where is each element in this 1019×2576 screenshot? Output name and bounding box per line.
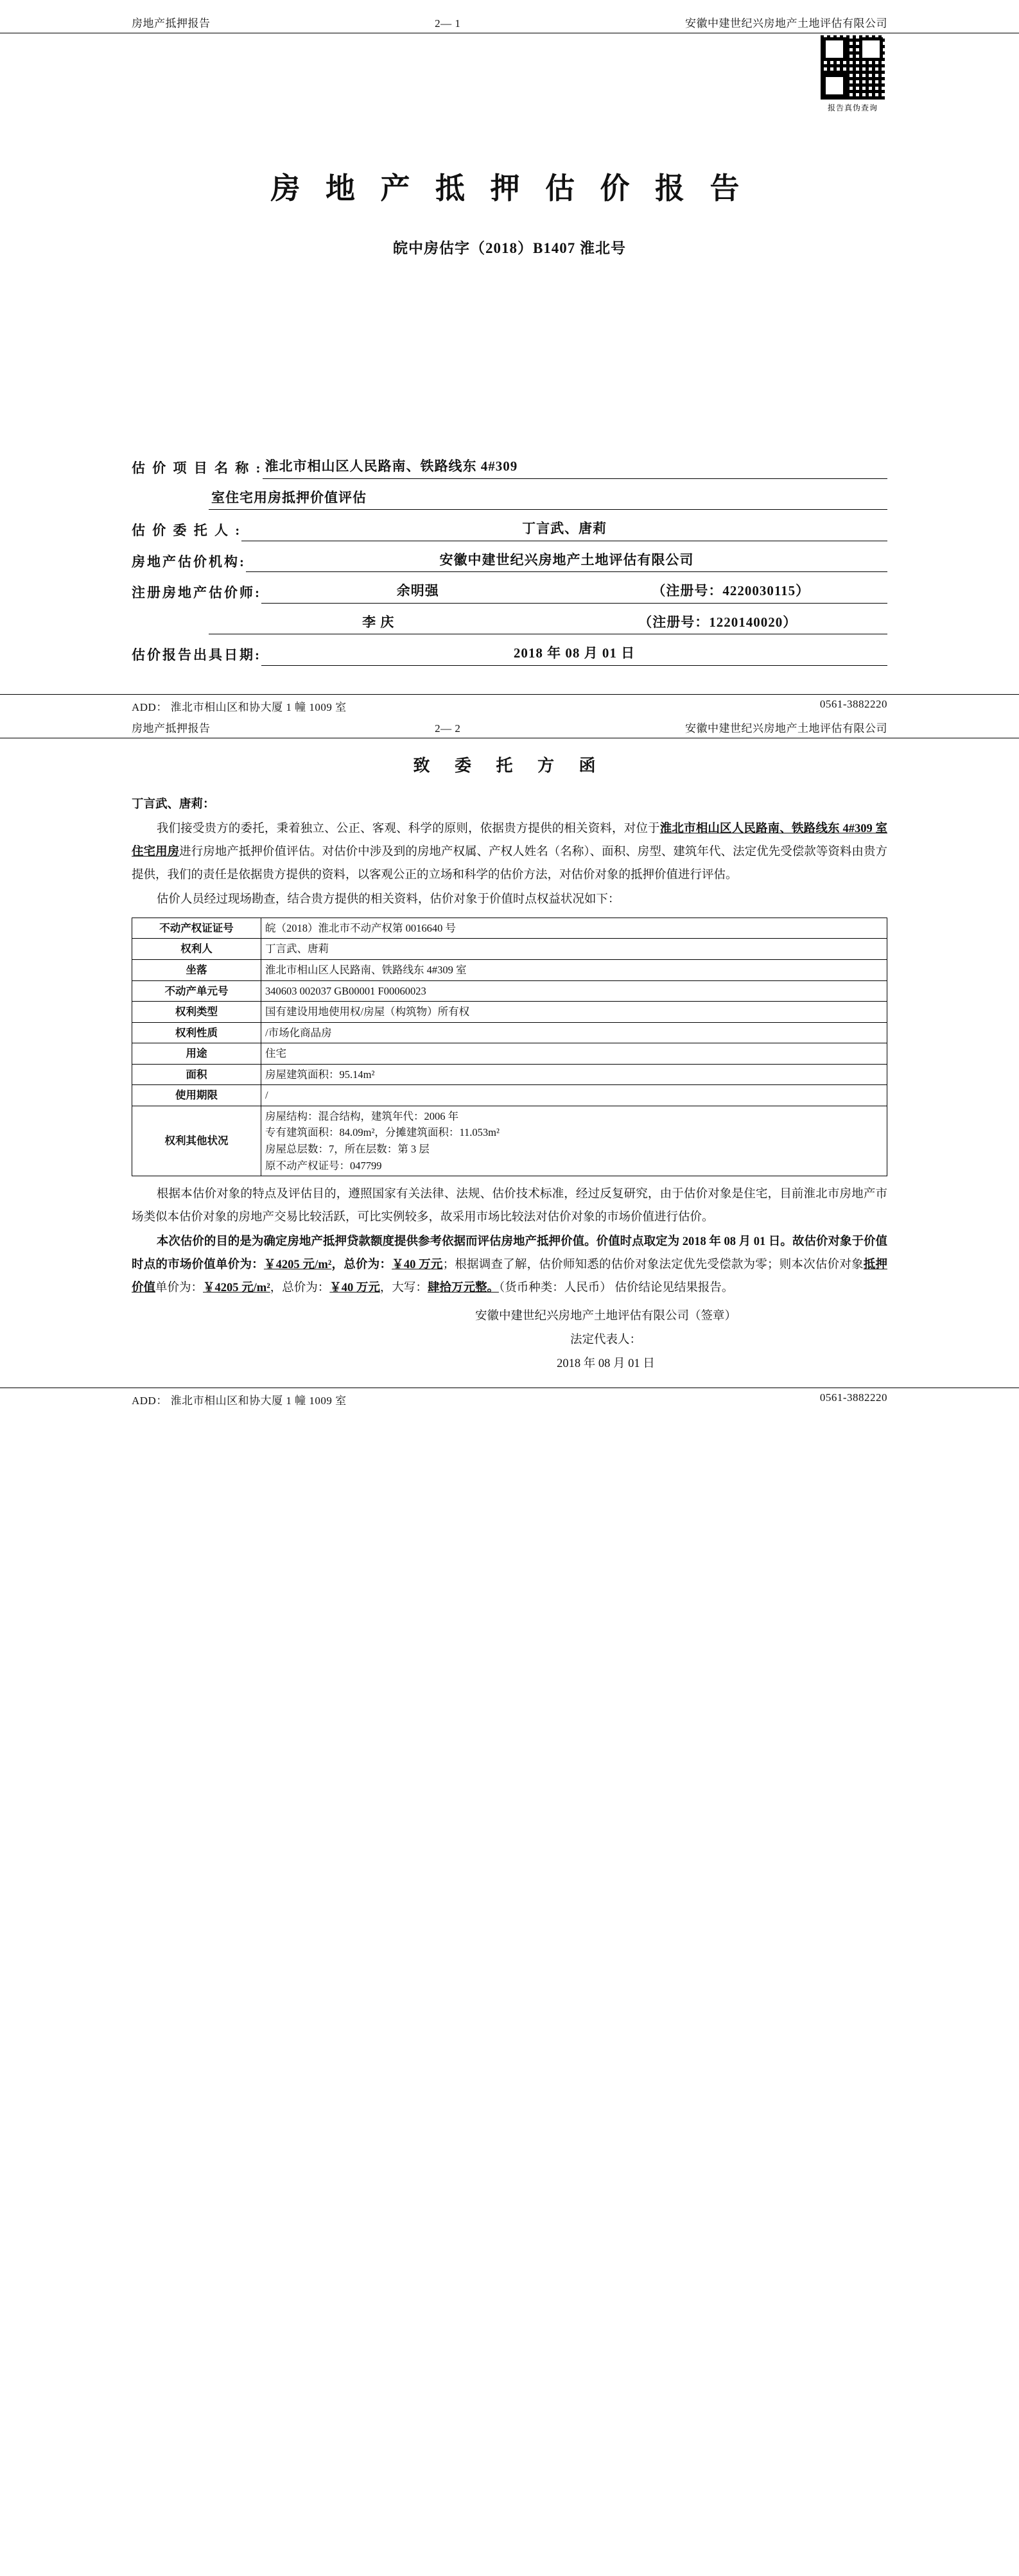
field-project-name <box>132 457 887 479</box>
page-title: 房 地 产 抵 押 估 价 报 告 <box>270 172 749 205</box>
running-header-page2 <box>0 719 1019 738</box>
running-header-page1 <box>0 14 1019 33</box>
running-footer-page2 <box>0 1388 1019 1407</box>
para4-part-c: ；根据调查了解，估价师知悉的估价对象法定优先受偿款为零；则本次估价对象 <box>442 1258 864 1272</box>
field-client-label: 估 价 委 托 人 : <box>132 523 242 538</box>
table-row <box>132 1043 887 1065</box>
row-value: 住宅 <box>261 1043 887 1065</box>
other-status-line-1: 房屋结构：混合结构，建筑年代：2006 年 <box>265 1110 459 1122</box>
table-row <box>132 959 887 980</box>
row-value: 皖（2018）淮北市不动产权第 0016640 号 <box>261 918 887 939</box>
letter-paragraph-4 <box>132 1230 887 1300</box>
running-footer-address: ADD： 淮北市相山区和协大厦 1 幢 1009 室 <box>132 1395 347 1407</box>
cover-fields <box>0 457 1019 666</box>
para4-part-f: ，总价为： <box>270 1282 330 1295</box>
row-key: 不动产权证证号 <box>132 918 261 939</box>
field-project-name-value: 淮北市相山区人民路南、铁路线东 4#309 <box>263 457 888 479</box>
running-header-left: 房地产抵押报告 <box>132 17 211 30</box>
field-issue-date-label: 估价报告出具日期: <box>132 647 261 663</box>
property-info-table <box>132 918 887 1176</box>
signature-legal-rep: 法定代表人： <box>570 1334 641 1347</box>
report-number: 皖中房估字（2018）B1407 淮北号 <box>392 240 627 256</box>
table-row <box>132 939 887 960</box>
para1-part-b: 进行房地产抵押价值评估。对估价中涉及到的房地产权属、产权人姓名（名称）、面积、房型、建筑年代、法定优先受偿款等资料由贵方提供，我们的责任是依据贵方提供的资料，以客观公正的立场和科学的估价方法，对估价对象的抵押价值进行评估。 <box>132 845 887 882</box>
running-footer-page1 <box>0 694 1019 714</box>
row-key: 权利其他状况 <box>132 1106 261 1176</box>
letter-paragraph-3: 根据本估价对象的特点及评估目的，遵照国家有关法律、法规、估价技术标准，经过反复研究，由于估价对象是住宅，目前淮北市房地产市场类似本估价对象的房地产交易比较活跃，可比实例较多，故采用市场比较法对估价对象的市场价值进行估价。 <box>132 1188 887 1224</box>
field-client-value: 丁言武、唐莉 <box>241 519 887 541</box>
other-status-line-3: 房屋总层数：7，所在层数：第 3 层 <box>265 1143 430 1155</box>
signature-organization: 安徽中建世纪兴房地产土地评估有限公司（签章） <box>475 1310 736 1323</box>
running-footer-phone: 0561-3882220 <box>819 697 887 710</box>
row-key: 权利人 <box>132 939 261 960</box>
row-value: /市场化商品房 <box>261 1022 887 1043</box>
row-value: 淮北市相山区人民路南、铁路线东 4#309 室 <box>261 959 887 980</box>
field-appraiser-2 <box>132 613 887 635</box>
other-status-line-2: 专有建筑面积：84.09m²，分摊建筑面积：11.053m² <box>265 1126 500 1139</box>
field-issue-date-value: 2018 年 08 月 01 日 <box>261 643 887 666</box>
field-appraiser-label: 注册房地产估价师: <box>132 585 261 600</box>
letter-body <box>0 793 1019 911</box>
field-agency-value: 安徽中建世纪兴房地产土地评估有限公司 <box>246 550 887 573</box>
para4-amount-capitalized: 肆拾万元整。 <box>427 1282 499 1295</box>
table-row <box>132 1022 887 1043</box>
row-key: 坐落 <box>132 959 261 980</box>
running-header-page-number: 2— 1 <box>435 17 461 30</box>
para1-subject-underline: 淮北市相山区人民路南、铁路线东 4#309 室住宅用房 <box>132 822 887 858</box>
row-key: 用途 <box>132 1043 261 1065</box>
qr-code[interactable] <box>821 35 885 100</box>
running-footer-address: ADD： 淮北市相山区和协大厦 1 幢 1009 室 <box>132 701 347 713</box>
letter-paragraph-2: 估价人员经过现场勘查，结合贵方提供的相关资料，估价对象于价值时点权益状况如下： <box>156 892 620 906</box>
property-table-wrap <box>0 912 1019 1176</box>
letter-salutation: 丁言武、唐莉： <box>132 797 215 811</box>
field-appraiser-1-name: 余明强 <box>261 581 575 604</box>
para1-part-a: 我们接受贵方的委托，秉着独立、公正、客观、科学的原则，依据贵方提供的相关资料，对位于 <box>156 822 660 835</box>
running-header-right: 安徽中建世纪兴房地产土地评估有限公司 <box>685 17 887 30</box>
page1-section <box>0 0 1019 714</box>
row-value: / <box>261 1085 887 1106</box>
para4-mortgage-unit-price: ￥4205 元/m² <box>203 1282 270 1295</box>
page2-section <box>0 714 1019 1408</box>
para4-total-price: ￥40 万元 <box>392 1258 443 1272</box>
letter-paragraph-1 <box>132 817 887 887</box>
running-footer-phone: 0561-3882220 <box>819 1391 887 1404</box>
table-row <box>132 1064 887 1085</box>
field-client <box>132 519 887 541</box>
table-row <box>132 918 887 939</box>
para4-part-h: （货币种类：人民币） 估价结论见结果报告。 <box>498 1282 734 1295</box>
running-header-right: 安徽中建世纪兴房地产土地评估有限公司 <box>685 722 887 735</box>
signature-date: 2018 年 08 月 01 日 <box>557 1357 655 1371</box>
para4-mortgage-total-price: ￥40 万元 <box>329 1282 380 1295</box>
row-value: 国有建设用地使用权/房屋（构筑物）所有权 <box>261 1002 887 1023</box>
field-appraiser-2-name: 李 庆 <box>209 613 548 635</box>
field-appraiser-1-no: （注册号：4220030115） <box>575 581 888 604</box>
field-project-name-value2: 室住宅用房抵押价值评估 <box>209 488 887 510</box>
para4-part-g: ，大写： <box>379 1282 428 1295</box>
field-agency <box>132 550 887 573</box>
signature-block <box>0 1301 1019 1376</box>
row-value: 房屋建筑面积：95.14m² <box>261 1064 887 1085</box>
row-key: 使用期限 <box>132 1085 261 1106</box>
field-appraiser-1 <box>132 581 887 604</box>
para4-mortgage-value-label: 抵押价值 <box>132 1258 887 1295</box>
letter-body-2 <box>0 1176 1019 1300</box>
table-row <box>132 1085 887 1106</box>
row-key: 面积 <box>132 1064 261 1085</box>
para4-unit-price: ￥4205 元/m² <box>263 1258 332 1272</box>
running-header-page-number: 2— 2 <box>435 722 461 735</box>
row-value: 丁言武、唐莉 <box>261 939 887 960</box>
letter-title: 致 委 托 方 函 <box>413 756 606 775</box>
para4-part-e: 单价为： <box>155 1282 204 1295</box>
other-status-line-4: 原不动产权证号：047799 <box>265 1159 382 1172</box>
table-row <box>132 1002 887 1023</box>
field-appraiser-2-no: （注册号：1220140020） <box>548 613 888 635</box>
row-key: 不动产单元号 <box>132 980 261 1002</box>
table-row-other-status <box>132 1106 887 1176</box>
field-issue-date <box>132 643 887 666</box>
row-value: 340603 002037 GB00001 F00060023 <box>261 980 887 1002</box>
row-value-multiline <box>261 1106 887 1176</box>
qr-code-block <box>818 35 887 113</box>
field-project-name-cont <box>132 488 887 510</box>
field-project-name-label: 估 价 项 目 名 称 : <box>132 460 263 476</box>
qr-code-caption: 报告真伪查询 <box>827 103 878 112</box>
para4-part-a: 本次估价的目的是为确定房地产抵押贷款额度提供参考依据而评估房地产抵押价值。价值时点取定为 2018 年 08 月 01 日。故估价对象于价值时点的市场价值单价为： <box>132 1235 887 1272</box>
row-key: 权利性质 <box>132 1022 261 1043</box>
running-header-left: 房地产抵押报告 <box>132 722 211 735</box>
para4-part-b: ，总价为： <box>331 1258 392 1272</box>
row-key: 权利类型 <box>132 1002 261 1023</box>
field-agency-label: 房地产估价机构: <box>132 553 246 570</box>
table-row <box>132 980 887 1002</box>
